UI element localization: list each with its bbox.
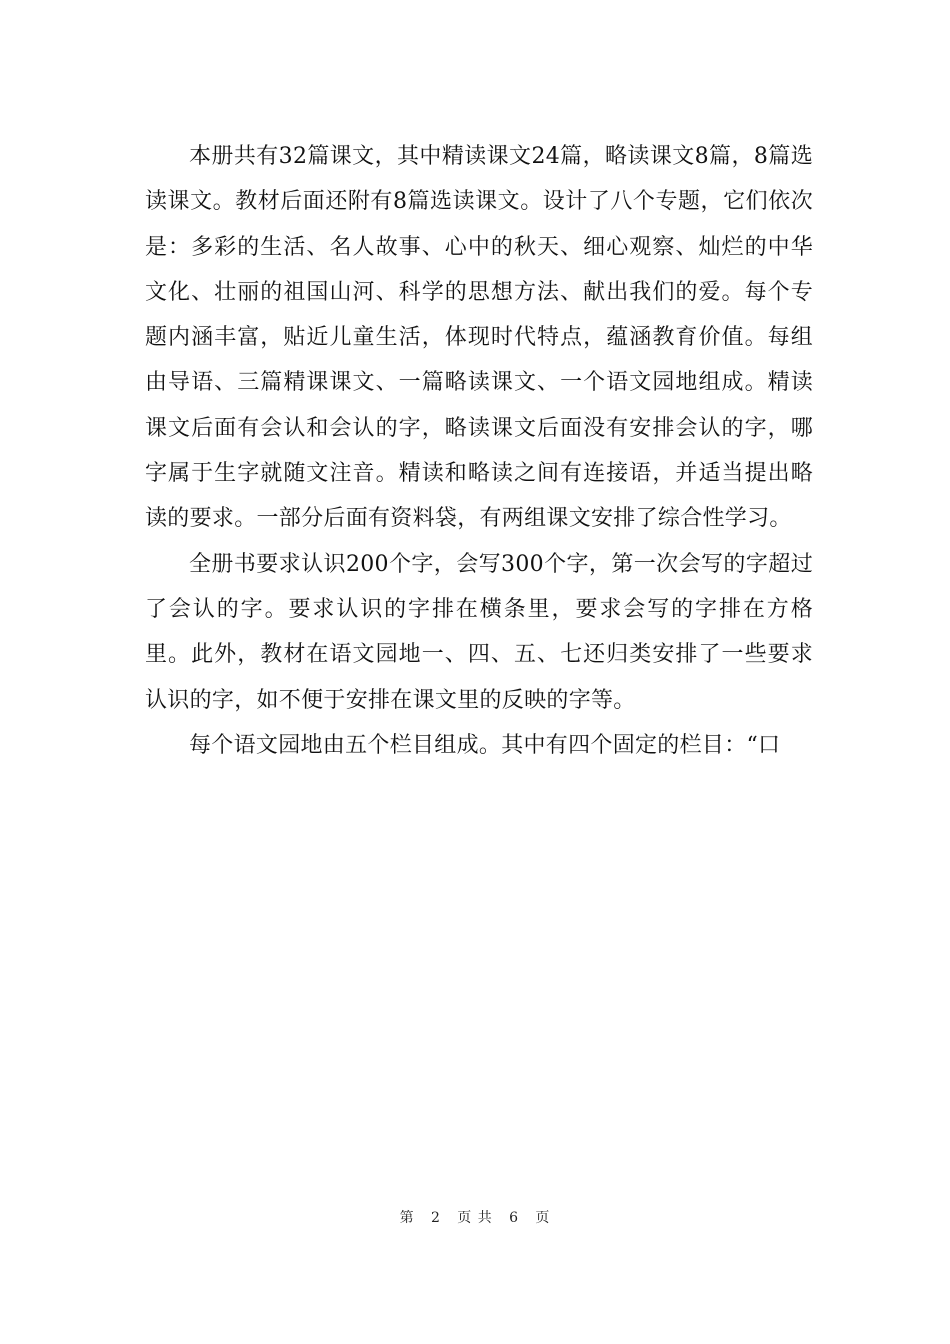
footer-suffix: 页 xyxy=(535,1210,551,1226)
paragraph-textbook-overview: 本册共有32篇课文，其中精读课文24篇，略读课文8篇，8篇选读课文。教材后面还附有8篇选读课文。设计了八个专题，它们依次是：多彩的生活、名人故事、心中的秋天、细心观察、灿烂的中华文化、壮丽的祖国山河、科学的思想方法、献出我们的爱。每个专题内涵丰富，贴近儿童生活，体现时代特点，蕴涵教育价值。每组由导语、三篇精课课文、一篇略读课文、一个语文园地组成。精读课文后面有会认和会认的字，略读课文后面没有安排会认的字，哪字属于生字就随文注音。精读和略读之间有连接语，并适当提出略读的要求。一部分后面有资料袋，有两组课文安排了综合性学习。 xyxy=(145,144,813,532)
paragraph-language-garden: 每个语文园地由五个栏目组成。其中有四个固定的栏目：“口 xyxy=(189,732,781,758)
page-footer xyxy=(0,1207,950,1227)
footer-page-number: 2 xyxy=(430,1210,441,1226)
paragraph-character-requirements: 全册书要求认识200个字，会写300个字，第一次会写的字超过了会认的字。要求认识的字排在横条里，要求会写的字排在方格里。此外，教材在语文园地一、四、五、七还归类安排了一些要求认识的字，如不便于安排在课文里的反映的字等。 xyxy=(145,551,813,713)
footer-prefix: 第 xyxy=(399,1210,415,1226)
footer-middle: 页 共 xyxy=(457,1210,493,1226)
footer-total-pages: 6 xyxy=(509,1210,519,1226)
document-body xyxy=(145,134,813,768)
